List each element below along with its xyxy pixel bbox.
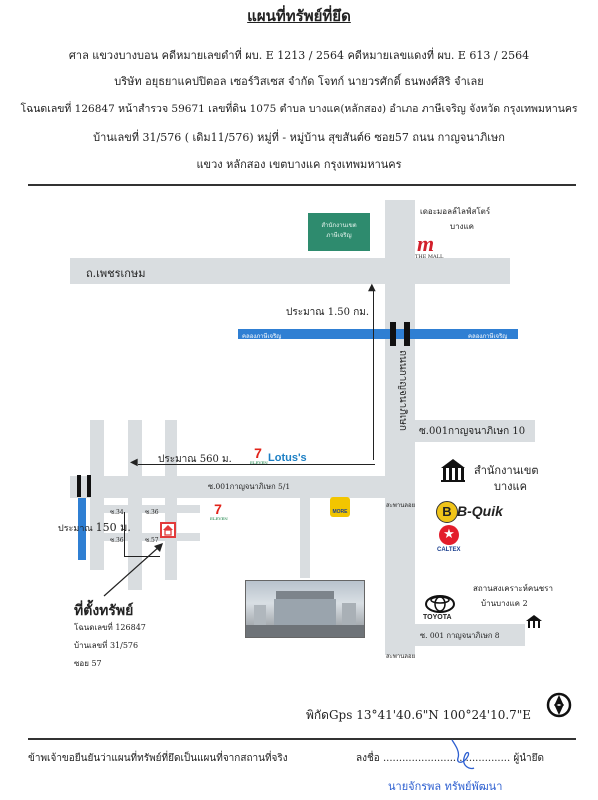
phasi-charoen-office-building [308, 213, 370, 251]
elderly-home-label-1: สถานสงเคราะห์คนชรา [473, 584, 553, 593]
alley-label-2: สะพานลอย [386, 653, 416, 660]
soi-small-label-3: ซ.57 [145, 537, 159, 544]
svg-text:m: m [417, 232, 435, 254]
property-deed: โฉนดเลขที่ 126847 [74, 623, 146, 632]
gps-coordinates: พิกัดGps 13°41'40.6"N 100°24'10.7"E [306, 708, 532, 722]
seven-eleven-text-1: ELEVEN [250, 460, 268, 465]
seven-eleven-icon [250, 446, 266, 464]
seven-eleven-icon-2 [210, 502, 226, 520]
seven-eleven-mark-2: 7 [214, 501, 222, 517]
deed-line: โฉนดเลขที่ 126847 หน้าสำรวจ 59671 เลขที่ดิน 1075 ตำบล บางแค(หลักสอง) อำเภอ ภาษีเจริญ จังหวัด กรุงเทพมหานคร [20, 103, 578, 115]
road-soi-5-1-label: ซ.001กาญจนาภิเษก 5/1 [208, 482, 291, 491]
canal-label-right: คลองภาษีเจริญ [468, 333, 508, 340]
toyota-icon [425, 595, 455, 613]
property-marker-icon [160, 522, 176, 538]
signature-prefix: ลงชื่อ [356, 753, 380, 764]
seven-eleven-mark-1: 7 [254, 445, 262, 461]
parties-line: บริษัท อยุธยาแคปปิตอล เซอร์วิสเซส จำกัด โจทก์ นายวรศักดิ์ ธนพงศ์สิริ จำเลย [114, 75, 484, 88]
road-petchkasem-label: ถ.เพชรเกษม [86, 267, 146, 280]
the-mall-logo-icon [416, 232, 440, 254]
elderly-home-label-2: บ้านบางแค 2 [481, 599, 528, 608]
compass-north-icon [546, 692, 572, 718]
footer-divider [28, 738, 576, 740]
header-divider [28, 184, 576, 186]
district-office-label-2: บางแค [494, 480, 527, 493]
signature-role: ผู้นำยึด [513, 753, 545, 764]
road-soi-8-label: ซ. 001 กาญจนาภิเษก 8 [420, 631, 500, 640]
green-building-label-1: สำนักงานเขต [321, 222, 357, 229]
road-soi-10-label: ซ.001กาญจนาภิเษก 10 [419, 426, 526, 437]
arrow-left-icon: ◀ [130, 457, 138, 468]
bridge-icon [388, 322, 412, 346]
certify-statement: ข้าพเจ้าขอยืนยันว่าแผนที่ทรัพย์ที่ยึดเป็นแผนที่จากสถานที่จริง [28, 753, 288, 764]
soi-small-label-2: ซ.36 [145, 509, 159, 516]
street-photo [245, 580, 365, 638]
canal-label-left: คลองภาษีเจริญ [242, 333, 282, 340]
caltex-logo: CALTEX [437, 547, 461, 553]
property-soi: ซอย 57 [74, 659, 102, 668]
bquik-logo: B-Quik [457, 503, 503, 519]
district-office-icon [440, 458, 466, 482]
property-house-no: บ้านเลขที่ 31/576 [74, 641, 139, 650]
soi-small-label-1: ซ.34 [110, 509, 124, 516]
soi-small-label-4: ซ.36 [110, 537, 124, 544]
road-local-4 [300, 498, 310, 578]
the-mall-branch: บางแค [450, 222, 474, 231]
district-line: แขวง หลักสอง เขตบางแค กรุงเทพมหานคร [196, 158, 402, 171]
green-building-label-2: ภาษีเจริญ [326, 232, 352, 239]
case-line: ศาล แขวงบางบอน คดีหมายเลขดำที่ ผบ. E 1213 / 2564 คดีหมายเลขแดงที่ ผบ. E 613 / 2564 [68, 49, 530, 62]
bquik-icon: B [436, 501, 458, 523]
address-line: บ้านเลขที่ 31/576 ( เดิม11/576) หมู่ที่ - หมู่บ้าน สุขสันต์6 ซอย57 ถนน กาญจนาภิเษก [93, 131, 505, 144]
lotus-logo: Lotus's [268, 452, 307, 464]
property-title: ที่ตั้งทรัพย์ [74, 603, 134, 619]
page-title: แผนที่ทรัพย์ที่ยึด [247, 7, 351, 25]
signer-name: นายจักรพล ทรัพย์พัฒนา [388, 780, 503, 793]
more-logo-text: MORE [332, 509, 348, 515]
more-gas-station-icon [330, 497, 350, 517]
district-office-label-1: สำนักงานเขต [474, 464, 539, 477]
caltex-star-icon: ★ [439, 525, 459, 545]
distance-560m: ประมาณ 560 ม. [158, 454, 232, 465]
elderly-home-icon [526, 614, 542, 628]
distance-150m [58, 518, 131, 536]
arrow-up-icon: ▲ [368, 282, 376, 293]
the-mall-logo-text: THE MALL [415, 254, 444, 260]
property-pointer-icon [100, 540, 170, 600]
road-kanchanaphisek-label: ถนนกาญจนาภิเษก [397, 350, 408, 431]
route-line-vertical [373, 290, 374, 460]
seven-eleven-text-2: ELEVEN [210, 516, 228, 521]
the-mall-name: เดอะมอลล์ไลฟ์สโตร์ [420, 207, 491, 216]
bridge-left-icon [74, 475, 94, 497]
signature-dots: ........................................ [383, 753, 511, 764]
alley-label-1: สะพานลอย [386, 502, 416, 509]
toyota-logo: TOYOTA [423, 614, 452, 621]
distance-150m-prefix: ประมาณ [58, 524, 93, 534]
distance-150m-value: 150 ม. [95, 521, 131, 534]
handwritten-signature [446, 738, 476, 772]
distance-1-5km: ประมาณ 1.50 กม. [286, 307, 370, 318]
